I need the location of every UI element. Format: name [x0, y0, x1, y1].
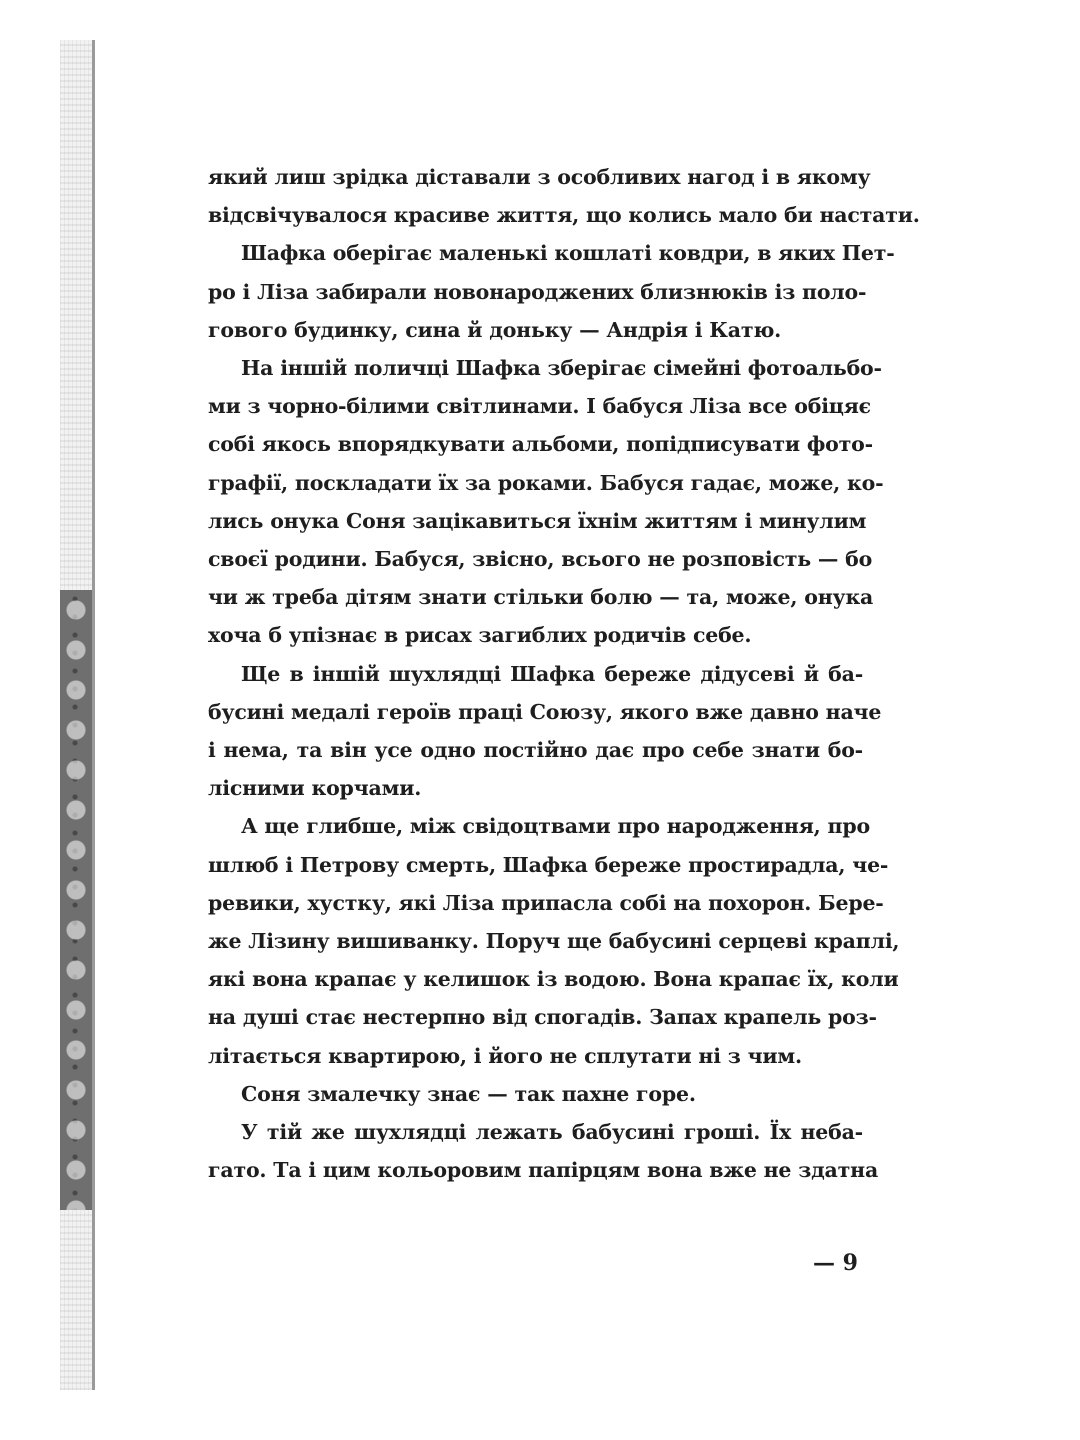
text-line: Ще в іншій шухлядці Шафка береже дідусеві й ба-	[241, 661, 863, 686]
text-line: чи ж треба дітям знати стільки болю — та, може, онука	[208, 585, 874, 610]
text-line: Соня змалечку знає — так пахне горе.	[241, 1081, 696, 1106]
text-line: А ще глибше, між свідоцтвами про народження, про	[241, 814, 870, 839]
text-line: На іншій поличці Шафка зберігає сімейні фотоальбо-	[241, 356, 882, 381]
text-line: Шафка оберігає маленькі кошлаті ковдри, в яких Пет-	[241, 241, 895, 266]
page-text	[208, 158, 920, 1189]
text-line: ро і Ліза забирали новонароджених близнюків із поло-	[208, 279, 867, 304]
text-line: літається квартирою, і його не сплутати ні з чим.	[208, 1043, 802, 1068]
page-edge-line	[92, 40, 95, 1390]
text-line: і нема, та він усе одно постійно дає про себе знати бо-	[208, 738, 863, 763]
text-line: ми з чорно-білими світлинами. І бабуся Ліза все обіцяє	[208, 394, 871, 419]
text-line: же Лізину вишиванку. Поруч ще бабусині серцеві краплі,	[208, 929, 900, 954]
text-line: собі якось впорядкувати альбоми, попідписувати фото-	[208, 432, 873, 457]
text-line: який лиш зрідка діставали з особливих нагод і в якому	[208, 165, 871, 189]
text-line: гового будинку, сина й доньку — Андрія і Катю.	[208, 317, 782, 342]
page-number: — 9	[813, 1250, 858, 1276]
text-line: У тій же шухлядці лежать бабусині гроші. Їх неба-	[241, 1120, 863, 1145]
text-line: лись онука Соня зацікавиться їхнім життям і минулим	[208, 508, 867, 533]
page-edge-pattern	[60, 590, 92, 1210]
text-line: ревики, хустку, які Ліза припасла собі на похорон. Бере-	[208, 890, 884, 915]
text-line: шлюб і Петрову смерть, Шафка береже простирадла, че-	[208, 852, 889, 877]
text-line: які вона крапає у келишок із водою. Вона крапає їх, коли	[208, 967, 899, 992]
text-line: гато. Та і цим кольоровим папірцям вона вже не здатна	[208, 1158, 879, 1183]
text-line: графії, поскладати їх за роками. Бабуся гадає, може, ко-	[208, 470, 884, 495]
text-line: хоча б упізнає в рисах загиблих родичів себе.	[208, 623, 752, 648]
text-line: на душі стає нестерпно від спогадів. Запах крапель роз-	[208, 1005, 877, 1030]
text-line: бусині медалі героїв праці Союзу, якого вже давно наче	[208, 699, 882, 724]
text-line: лісними корчами.	[208, 776, 422, 801]
text-line: відсвічувалося красиве життя, що колись мало би настати.	[208, 203, 920, 228]
text-line: своєї родини. Бабуся, звісно, всього не розповість — бо	[208, 547, 873, 572]
